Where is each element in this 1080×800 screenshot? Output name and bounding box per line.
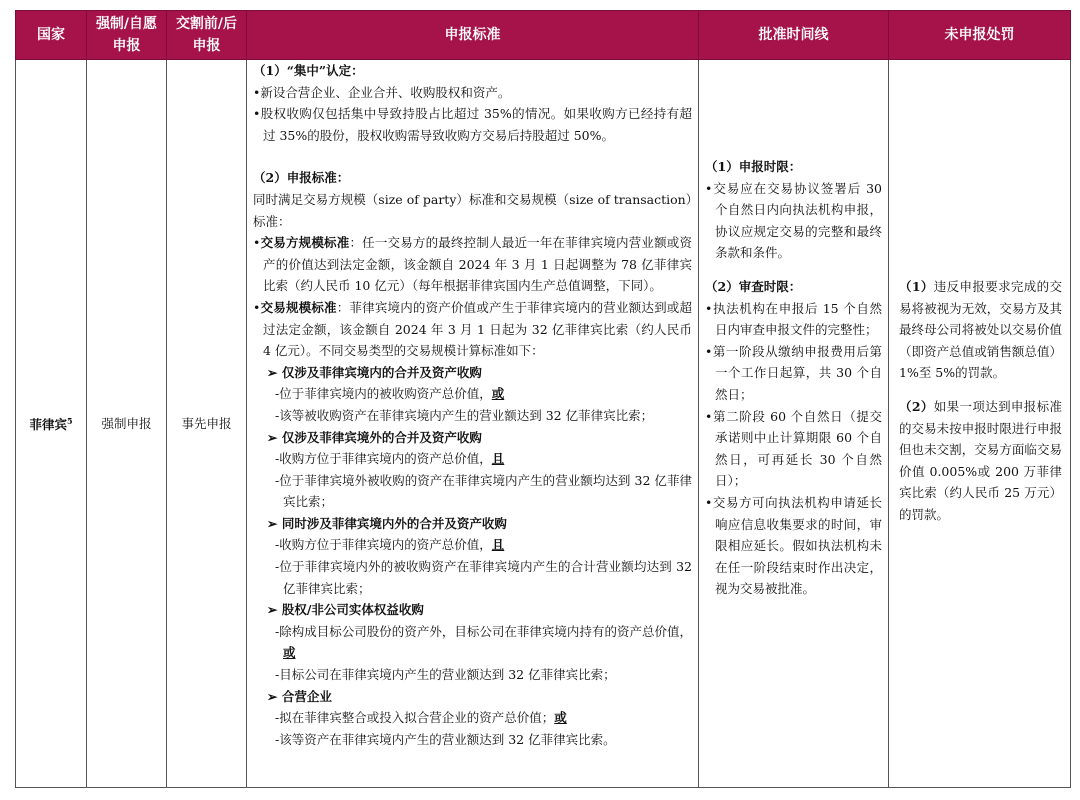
type-offshore-title: ➢ 仅涉及菲律宾境外的合并及资产收购	[267, 429, 482, 445]
penalty-2: （2）如果一项达到申报标准的交易未按申报时限进行申报但也未交割，交易方面临交易价值 0.005%或 200 万菲律宾比索（约人民币 25 万元）的罚款。	[899, 398, 1062, 522]
cell-standard	[247, 60, 699, 788]
header-penalty: 未申报处罚	[889, 11, 1071, 60]
party-size-label: 交易方规模标准	[260, 235, 350, 251]
type-jv-title: ➢ 合营企业	[267, 688, 332, 704]
country-name: 菲律宾	[29, 417, 67, 433]
threshold-intro: 同时满足交易方规模（size of party）标准和交易规模（size of transaction）标准：	[253, 191, 692, 229]
type-domestic-title: ➢ 仅涉及菲律宾境内的合并及资产收购	[267, 364, 482, 380]
country-footnote: 5	[66, 416, 73, 427]
party-size-test: •交易方规模标准：任一交易方的最终控制人最近一年在菲律宾境内营业额或资产的价值达到法定金额，该金额自 2024 年 3 月 1 日起调整为 78 亿菲律宾比索（约人民币 10 亿元）（每年根据菲律宾国内生产总值调整，下同）。	[253, 235, 692, 294]
type-domestic-line-2: -该等被收购资产在菲律宾境内产生的营业额达到 32 亿菲律宾比索；	[275, 407, 654, 423]
review-bullet-3: •第二阶段 60 个自然日（提交承诺则中止计算期限 60 个自然日，可再延长 30 个自然日）；	[705, 408, 882, 489]
type-domestic-line-1: -位于菲律宾境内的被收购资产总价值，或	[275, 386, 505, 402]
cell-timeline	[699, 60, 889, 788]
type-equity-line-2: -目标公司在菲律宾境内产生的营业额达到 32 亿菲律宾比索；	[275, 667, 616, 683]
type-mixed-line-2: -位于菲律宾境内外的被收购资产在菲律宾境内产生的合计营业额均达到 32 亿菲律宾比索；	[275, 559, 692, 596]
type-offshore-line-1: -收购方位于菲律宾境内的资产总价值，且	[275, 451, 505, 467]
header-timeline: 批准时间线	[699, 11, 889, 60]
transaction-size-label: 交易规模标准	[260, 299, 337, 315]
penalty-1: （1）违反申报要求完成的交易将被视为无效，交易方及其最终母公司将被处以交易价值（即资产总值或销售额总值）1%至 5%的罚款。	[899, 279, 1062, 381]
type-mixed-line-1: -收购方位于菲律宾境内的资产总价值，且	[275, 537, 505, 553]
header-country: 国家	[16, 11, 87, 60]
transaction-size-test: •交易规模标准：菲律宾境内的资产价值或产生于菲律宾境内的营业额达到或超过法定金额，该金额自 2024 年 3 月 1 日起为 32 亿菲律宾比索（约人民币 4 亿元）。不同交易类型的交易规模计算标准如下：	[253, 299, 692, 359]
type-equity-line-1: -除构成目标公司股份的资产外，目标公司在菲律宾境内持有的资产总价值，或	[275, 623, 692, 661]
type-equity-title: ➢ 股权/非公司实体权益收购	[267, 602, 424, 618]
review-bullet-2: •第一阶段从缴纳申报费用后第一个工作日起算，共 30 个自然日；	[705, 343, 882, 402]
type-jv-line-1: -拟在菲律宾整合或投入拟合营企业的资产总价值；或	[275, 710, 567, 726]
review-bullet-4: •交易方可向执法机构申请延长响应信息收集要求的时间，审限相应延长。假如执法机构未在任一阶段结束时作出决定，视为交易被批准。	[705, 494, 882, 597]
table-header-row	[16, 11, 1071, 60]
threshold-title: （2）申报标准：	[253, 170, 350, 186]
filing-deadline-bullet: •交易应在交易协议签署后 30 个自然日内向执法机构申报，协议应规定交易的完整和最终条款和条件。	[705, 180, 882, 261]
cell-mandatory: 强制申报	[87, 60, 167, 788]
review-bullet-1: •执法机构在申报后 15 个自然日内审查申报文件的完整性；	[705, 300, 882, 338]
party-size-text: ：任一交易方的最终控制人最近一年在菲律宾境内营业额或资产的价值达到法定金额，该金额自 2024 年 3 月 1 日起调整为 78 亿菲律宾比索（约人民币 10 亿元）（每年根据菲律宾国内生产总值调整，下同）。	[263, 235, 692, 294]
filing-deadline-title: （1）申报时限：	[705, 159, 802, 174]
transaction-size-text: ：菲律宾境内的资产价值或产生于菲律宾境内的营业额达到或超过法定金额，该金额自 2024 年 3 月 1 日起为 32 亿菲律宾比索（约人民币 4 亿元）。不同交易类型的交易规模计算标准如下：	[263, 299, 692, 359]
table-row	[16, 60, 1071, 788]
notification-table	[15, 10, 1071, 788]
header-mandatory: 强制/自愿申报	[87, 11, 167, 60]
header-timing: 交割前/后申报	[167, 11, 247, 60]
cell-country	[16, 60, 87, 788]
type-offshore-line-2: -位于菲律宾境外被收购的资产在菲律宾境内产生的营业额均达到 32 亿菲律宾比索；	[275, 472, 692, 510]
review-period-title: （2）审查时限：	[705, 278, 802, 294]
concentration-title: （1）“集中”认定：	[253, 63, 364, 78]
concentration-bullet-2: •股权收购仅包括集中导致持股占比超过 35%的情况。如果收购方已经持有超过 35%的股份，股权收购需导致收购方交易后持股超过 50%。	[253, 106, 692, 143]
concentration-bullet-1: •新设合营企业、企业合并、收购股权和资产。	[253, 84, 511, 100]
cell-timing: 事先申报	[167, 60, 247, 788]
type-jv-line-2: -该等资产在菲律宾境内产生的营业额达到 32 亿菲律宾比索。	[275, 731, 616, 747]
cell-penalty	[889, 60, 1071, 788]
type-mixed-title: ➢ 同时涉及菲律宾境内外的合并及资产收购	[267, 515, 507, 531]
header-standard: 申报标准	[247, 11, 699, 60]
